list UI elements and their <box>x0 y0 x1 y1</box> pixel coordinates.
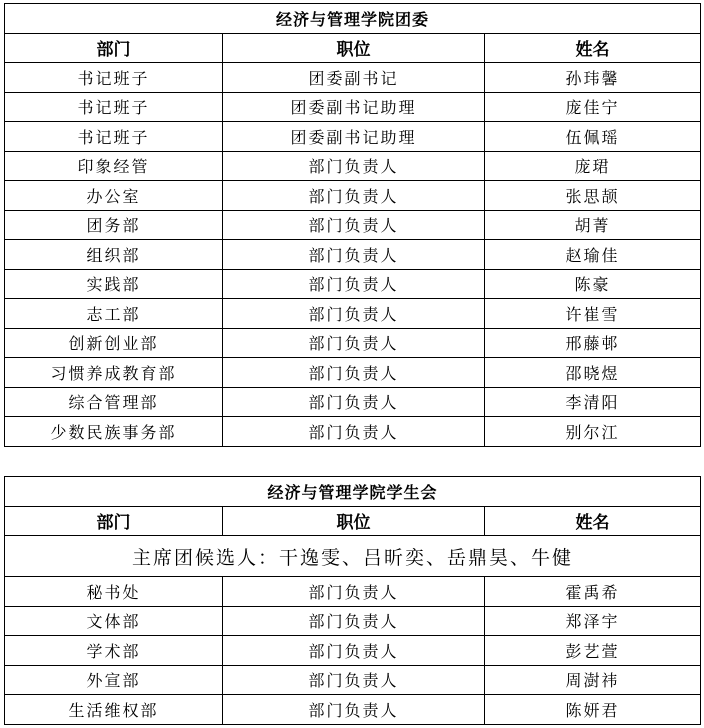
cell-department: 书记班子 <box>5 122 223 152</box>
cell-name: 邢藤邨 <box>485 328 701 358</box>
header-name: 姓名 <box>485 506 701 536</box>
table-row <box>5 665 701 695</box>
cell-department: 书记班子 <box>5 92 223 122</box>
cell-position: 部门负责人 <box>223 577 485 607</box>
cell-department: 团务部 <box>5 210 223 240</box>
header-department: 部门 <box>5 33 223 63</box>
table-row <box>5 240 701 270</box>
table-row <box>5 387 701 417</box>
table-row <box>5 577 701 607</box>
cell-position: 团委副书记助理 <box>223 92 485 122</box>
cell-name: 霍禹希 <box>485 577 701 607</box>
cell-name: 别尔江 <box>485 417 701 447</box>
cell-department: 印象经管 <box>5 151 223 181</box>
header-department: 部门 <box>5 506 223 536</box>
committee-title: 经济与管理学院团委 <box>5 4 701 34</box>
union-title: 经济与管理学院学生会 <box>5 477 701 507</box>
cell-name: 胡菁 <box>485 210 701 240</box>
cell-department: 创新创业部 <box>5 328 223 358</box>
table-row <box>5 636 701 666</box>
table-row <box>5 695 701 725</box>
cell-name: 陈豪 <box>485 269 701 299</box>
cell-position: 部门负责人 <box>223 417 485 447</box>
header-name: 姓名 <box>485 33 701 63</box>
cell-name: 陈妍君 <box>485 695 701 725</box>
cell-position: 部门负责人 <box>223 695 485 725</box>
cell-department: 生活维权部 <box>5 695 223 725</box>
cell-name: 张思颉 <box>485 181 701 211</box>
table-row <box>5 63 701 93</box>
cell-position: 部门负责人 <box>223 240 485 270</box>
table-row <box>5 417 701 447</box>
committee-table <box>4 3 701 447</box>
cell-name: 彭艺萱 <box>485 636 701 666</box>
header-position: 职位 <box>223 33 485 63</box>
cell-name: 孙玮馨 <box>485 63 701 93</box>
table-row <box>5 299 701 329</box>
cell-position: 部门负责人 <box>223 636 485 666</box>
cell-position: 部门负责人 <box>223 151 485 181</box>
cell-department: 文体部 <box>5 606 223 636</box>
cell-position: 部门负责人 <box>223 665 485 695</box>
union-rows <box>5 577 701 725</box>
cell-name: 郑泽宇 <box>485 606 701 636</box>
cell-position: 部门负责人 <box>223 210 485 240</box>
cell-department: 实践部 <box>5 269 223 299</box>
cell-department: 习惯养成教育部 <box>5 358 223 388</box>
table-row <box>5 606 701 636</box>
cell-name: 伍佩瑶 <box>485 122 701 152</box>
cell-position: 部门负责人 <box>223 358 485 388</box>
cell-department: 志工部 <box>5 299 223 329</box>
cell-position: 部门负责人 <box>223 181 485 211</box>
presidium-candidates: 主席团候选人：干逸雯、吕昕奕、岳鼎昊、牛健 <box>5 536 701 577</box>
cell-department: 办公室 <box>5 181 223 211</box>
cell-department: 书记班子 <box>5 63 223 93</box>
cell-name: 邵晓煜 <box>485 358 701 388</box>
cell-name: 周澍祎 <box>485 665 701 695</box>
table-row <box>5 358 701 388</box>
cell-position: 部门负责人 <box>223 328 485 358</box>
cell-position: 部门负责人 <box>223 269 485 299</box>
table-row <box>5 92 701 122</box>
cell-name: 许崔雪 <box>485 299 701 329</box>
table-row <box>5 151 701 181</box>
cell-department: 秘书处 <box>5 577 223 607</box>
cell-position: 团委副书记助理 <box>223 122 485 152</box>
cell-position: 部门负责人 <box>223 387 485 417</box>
table-row <box>5 269 701 299</box>
cell-name: 庞佳宁 <box>485 92 701 122</box>
union-table <box>4 476 701 725</box>
header-position: 职位 <box>223 506 485 536</box>
cell-position: 团委副书记 <box>223 63 485 93</box>
cell-department: 组织部 <box>5 240 223 270</box>
cell-department: 综合管理部 <box>5 387 223 417</box>
cell-department: 外宣部 <box>5 665 223 695</box>
cell-department: 学术部 <box>5 636 223 666</box>
cell-position: 部门负责人 <box>223 606 485 636</box>
cell-name: 赵瑜佳 <box>485 240 701 270</box>
table-row <box>5 181 701 211</box>
cell-name: 李清阳 <box>485 387 701 417</box>
table-row <box>5 210 701 240</box>
table-row <box>5 328 701 358</box>
cell-department: 少数民族事务部 <box>5 417 223 447</box>
table-row <box>5 122 701 152</box>
cell-position: 部门负责人 <box>223 299 485 329</box>
cell-name: 庞珺 <box>485 151 701 181</box>
committee-rows <box>5 63 701 447</box>
